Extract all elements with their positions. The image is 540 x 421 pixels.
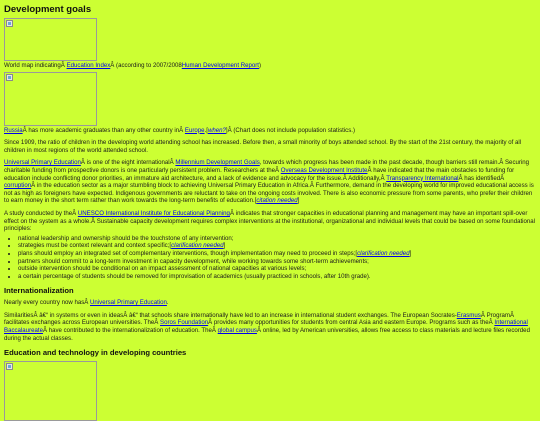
map-caption: World map indicatingÂ Education IndexÂ (according to 2007/2008Human Development Report) (4, 62, 262, 69)
link-international-baccalaureate[interactable]: International Baccalaureate (4, 319, 528, 335)
paragraph-unesco-study: A study conducted by theÂ UNESCO International Institute for Educational PlanningÂ indicates that stronger capacities in educational planning and management may have an important spill-over effect on the system as a whole.Â Sustainable capacity development requires complex interventions at the institutional, organizational and individual levels that could be based on some foundational principles: (4, 209, 536, 233)
link-erasmus[interactable]: Erasmus (456, 311, 481, 319)
link-education-index[interactable]: Education Index (66, 62, 111, 69)
list-item: • plans should employ an integrated set of complementary interventions, though implementation may need to proceed in steps;[clarification needed] (18, 250, 536, 258)
education-index-map-image (4, 18, 97, 61)
link-millennium-development-goals[interactable]: Millennium Development Goals (175, 159, 260, 167)
broken-image-icon (6, 363, 13, 370)
list-item: • partners should commit to a long-term investment in capacity development, while working towards some short-term achievements; (18, 258, 536, 266)
link-europe[interactable]: Europe (184, 126, 205, 134)
graduates-chart-image (4, 72, 97, 126)
link-global-campus[interactable]: global campus (217, 327, 257, 335)
link-russia[interactable]: Russia (4, 126, 23, 134)
broken-image-icon (6, 20, 13, 27)
link-overseas-development-institute[interactable]: Overseas Development Institute (280, 166, 368, 174)
paragraph-universal-primary-education: Universal Primary EducationÂ is one of the eight internationalÂ Millennium Development Goals, towards which progress has been made in the past decade, though barriers still remain.Â Securing charitable funding from prospective donors is one particularly persistent problem. Researchers at theÂ Overseas Development InstituteÂ have indicated that the main obstacles to funding for education include conflicting donor priorities, an immature aid architecture, and a lack of evidence and advocacy for the issue.Â Additionally,Â Transparency InternationalÂ has identifiedÂ corruptionÂ in the education sector as a major stumbling block to achieving Universal Primary Education in Africa.Â Furthermore, demand in the developing world for improved educational access is not as high as foreigners have expected. Indigenous governments are reluctant to take on the ongoing costs involved. There is also economic pressure from some parents, who prefer their children to earn money in the short term rather than work towards the long-term benefits of education.[citation needed] (4, 159, 534, 205)
heading-internationalization: Internationalization (4, 286, 74, 296)
link-soros-foundation[interactable]: Soros Foundation (160, 319, 209, 327)
link-universal-primary-education[interactable]: Universal Primary Education (4, 159, 81, 167)
heading-development-goals: Development goals (4, 4, 92, 15)
heading-education-technology: Education and technology in developing countries (4, 348, 187, 358)
list-item: • outside intervention should be conditional on an impact assessment of national capacities at various levels; (18, 265, 536, 273)
link-when[interactable]: when? (207, 126, 226, 134)
paragraph-1909: Since 1909, the ratio of children in the developing world attending school has increased. Before then, a small minority of boys attended school. By the start of the 21st century, the majority of all children in most regions of the world attended school. (4, 139, 522, 154)
list-item: • national leadership and ownership should be the touchstone of any intervention; (18, 235, 536, 243)
technology-image (4, 361, 97, 421)
link-clarification-needed[interactable]: clarification needed (357, 249, 410, 257)
paragraph-intl-2: SimilaritiesÂ â€“ in systems or even in ideasÂ â€“ that schools share internationally have led to an increase in international student exchanges. The European Socrates-ErasmusÂ ProgramÂ facilitates exchanges across European universities. TheÂ Soros FoundationÂ provides many opportunities for students from central Asia and eastern Europe. Programs such as theÂ International BaccalaureateÂ have contributed to the internationalization of education. TheÂ global campusÂ online, led by American universities, allows free access to class materials and lecture files recorded during the actual classes. (4, 311, 530, 342)
link-clarification-needed[interactable]: clarification needed (171, 242, 224, 250)
broken-image-icon (6, 74, 13, 81)
link-universal-primary-education-2[interactable]: Universal Primary Education (90, 299, 167, 307)
link-unesco-iiep[interactable]: UNESCO International Institute for Educational Planning (77, 209, 230, 217)
list-item: • strategies must be context relevant and context specific;[clarification needed] (18, 242, 536, 250)
link-transparency-international[interactable]: Transparency International (386, 174, 459, 182)
link-human-development-report[interactable]: Human Development Report (181, 62, 259, 69)
list-item: • a certain percentage of students should be removed for improvisation of academics (usually practiced in schools, after 10th grade). (18, 273, 536, 281)
principles-list (4, 235, 536, 281)
russia-caption: RussiaÂ has more academic graduates than any other country inÂ Europe.[when?]Â (Chart does not include population statistics.) (4, 126, 355, 134)
paragraph-intl-1: Nearly every country now hasÂ Universal Primary Education. (4, 299, 169, 307)
link-corruption[interactable]: corruption (4, 182, 32, 190)
link-citation-needed[interactable]: citation needed (256, 197, 298, 205)
